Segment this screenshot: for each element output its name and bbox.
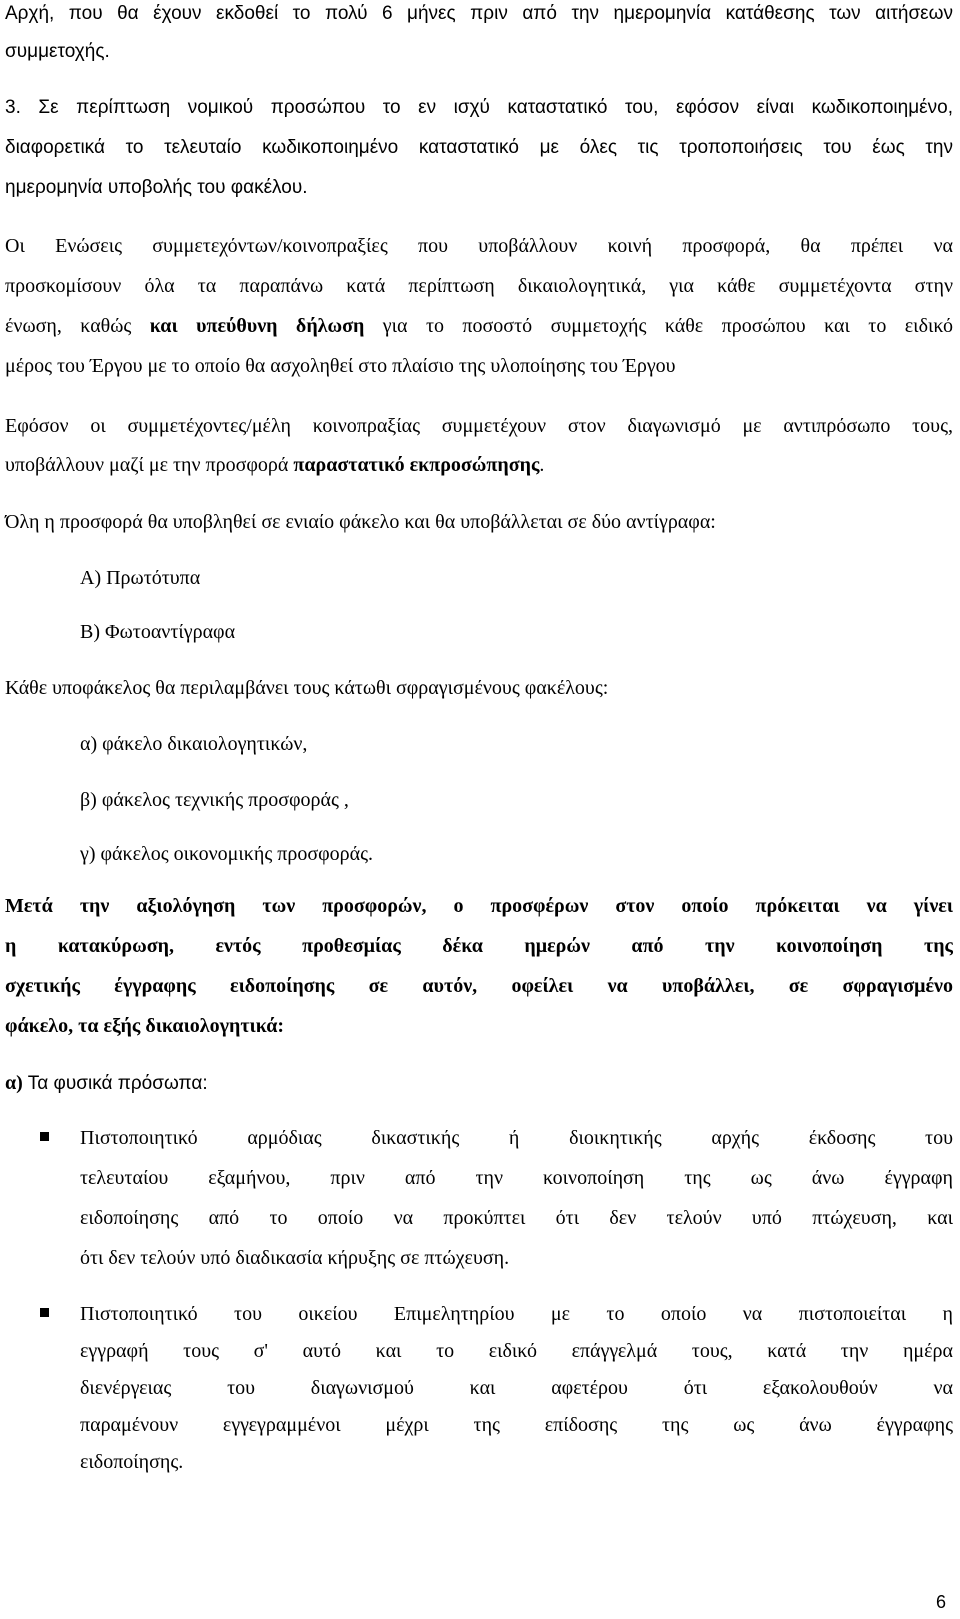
bullet-line: τελευταίου εξαμήνου, πριν από την κοινοποίηση της ως άνω έγγραφη — [80, 1167, 953, 1189]
joint-paragraph-line: προσκομίσουν όλα τα παραπάνω κατά περίπτωση δικαιολογητικά, για κάθε συμμετέχοντα στην — [5, 275, 953, 297]
natural-persons-heading — [5, 1071, 208, 1096]
joint-paragraph-line: Οι Ενώσεις συμμετεχόντων/κοινοπραξίες που υποβάλλουν κοινή προσφορά, θα πρέπει να — [5, 235, 953, 257]
bullet-square-icon — [40, 1132, 49, 1141]
text-line: συμμετοχής. — [5, 41, 110, 62]
bullet-line: ότι δεν τελούν υπό διαδικασία κήρυξης σε πτώχευση. — [80, 1247, 510, 1269]
representation-line — [5, 453, 544, 477]
bold-span: α) — [5, 1072, 23, 1094]
text-span: Τα φυσικά πρόσωπα: — [22, 1073, 208, 1094]
text-span: υποβάλλουν μαζί με την προσφορά — [5, 454, 294, 476]
copies-intro: Όλη η προσφορά θα υποβληθεί σε ενιαίο φάκελο και θα υποβάλλεται σε δύο αντίγραφα: — [5, 511, 716, 533]
text-span: . — [539, 454, 545, 476]
bullet-square-icon — [40, 1308, 49, 1317]
representation-line: Εφόσον οι συμμετέχοντες/μέλη κοινοπραξίας συμμετέχουν στον διαγωνισμό με αντιπρόσωπο τους, — [5, 415, 953, 437]
joint-paragraph-line: μέρος του Έργου με το οποίο θα ασχοληθεί στο πλαίσιο της υλοποίησης του Έργου — [5, 355, 676, 377]
bullet-line: ειδοποίησης από το οποίο να προκύπτει ότι δεν τελούν υπό πτώχευση, και — [80, 1207, 953, 1229]
bullet-line: ειδοποίησης. — [80, 1451, 184, 1473]
text-span: ένωση, καθώς — [5, 315, 150, 337]
bullet-line: Πιστοποιητικό αρμόδιας δικαστικής ή διοικητικής αρχής έκδοσης του — [80, 1127, 953, 1149]
bullet-line: παραμένουν εγγεγραμμένοι μέχρι της επίδοσης της ως άνω έγγραφης — [80, 1414, 953, 1436]
text-span: για το ποσοστό συμμετοχής κάθε προσώπου και το ειδικό — [364, 315, 953, 337]
award-line: Μετά την αξιολόγηση των προσφορών, ο προσφέρων στον οποίο πρόκειται να γίνει — [5, 895, 953, 917]
text-line: Αρχή, που θα έχουν εκδοθεί το πολύ 6 μήνες πριν από την ημερομηνία κατάθεσης των αιτήσεων — [5, 3, 953, 24]
bold-span: παραστατικό εκπροσώπησης — [293, 454, 540, 476]
bullet-line: εγγραφή τους σ' αυτό και το ειδικό επάγγελμά τους, κατά την ημέρα — [80, 1340, 953, 1362]
award-line: φάκελο, τα εξής δικαιολογητικά: — [5, 1015, 285, 1037]
text-line: διαφορετικά το τελευταίο κωδικοποιημένο καταστατικό με όλες τις τροποποιήσεις του έως την — [5, 137, 953, 158]
subfolder-item: β) φάκελος τεχνικής προσφοράς , — [80, 789, 349, 811]
subfolder-item: α) φάκελο δικαιολογητικών, — [80, 733, 308, 755]
subfolder-item: γ) φάκελος οικονομικής προσφοράς. — [80, 843, 374, 865]
text-line: ημερομηνία υποβολής του φακέλου. — [5, 177, 308, 198]
bold-span: και υπεύθυνη δήλωση — [149, 315, 365, 337]
text-line: 3. Σε περίπτωση νομικού προσώπου το εν ισχύ καταστατικό του, εφόσον είναι κωδικοποιημένο, — [5, 97, 953, 118]
award-line: σχετικής έγγραφης ειδοποίησης σε αυτόν, οφείλει να υποβάλλει, σε σφραγισμένο — [5, 975, 953, 997]
copies-item: Α) Πρωτότυπα — [80, 567, 201, 589]
award-line: η κατακύρωση, εντός προθεσμίας δέκα ημερών από την κοινοποίηση της — [5, 935, 953, 957]
bullet-line: Πιστοποιητικό του οικείου Επιμελητηρίου με το οποίο να πιστοποιείται η — [80, 1303, 953, 1325]
subfolders-intro: Κάθε υποφάκελος θα περιλαμβάνει τους κάτωθι σφραγισμένους φακέλους: — [5, 677, 609, 699]
page-number: 6 — [935, 1592, 946, 1612]
joint-paragraph-line — [5, 314, 953, 340]
copies-item: Β) Φωτοαντίγραφα — [80, 621, 236, 643]
bullet-line: διενέργειας του διαγωνισμού και αφετέρου ότι εξακολουθούν να — [80, 1377, 953, 1399]
